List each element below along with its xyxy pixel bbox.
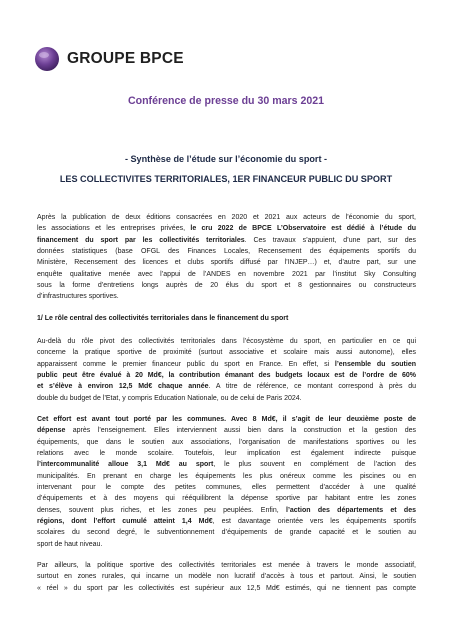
text-line: données statistiques (base OFGL des Finances Locales, Recensement des équipements sportifs du <box>37 248 416 256</box>
text-line: l’intercommunalité alloue 3,1 Md€ au sport, le plus souvent en complément de l’action des <box>37 461 416 469</box>
text-line: relations avec le monde scolaire. Toutefois, leur implication est également indirecte puisque <box>37 450 416 458</box>
text-line: sous la forme d’entretiens longs auprès de 20 élus du sport et 8 gestionnaires ou constructeurs <box>37 282 416 290</box>
text-line: Au-delà du rôle pivot des collectivités territoriales dans l’écosystème du sport, en particulier en ce qui <box>37 338 416 345</box>
text-line: Après la publication de deux éditions consacrées en 2020 et 2021 aux acteurs de l’économie du sport, <box>37 214 416 221</box>
text-line: dépense après l’enseignement. Elles interviennent aussi bien dans la construction et la gestion des <box>37 427 416 435</box>
main-title: LES COLLECTIVITES TERRITORIALES, 1ER FINANCEUR PUBLIC DU SPORT <box>59 174 393 184</box>
intro-paragraph <box>37 212 416 303</box>
text-line: enquête qualitative menée avec l’appui de l’ANDES en novembre 2021 par l’institut Sky Consulting <box>37 270 416 278</box>
text-line: municipalités. En prenant en charge les équipements les plus onéreux comme les piscines ou en <box>37 472 416 480</box>
text-line: Cet effort est avant tout porté par les communes. Avec 8 Md€, il s’agit de leur deuxième poste de <box>37 416 416 423</box>
text-line: surtout en zones rurales, qui incarne un modèle non lucratif d’accès à tous et partout. Ainsi, le soutien <box>37 573 416 581</box>
text-line: sport de haut niveau. <box>37 540 103 548</box>
paragraph-associations <box>37 560 416 594</box>
text-line: public peut être évalué à 20 Md€, la contribution émanant des budgets locaux est de l’ordre de 60% <box>37 372 416 380</box>
text-line: et s’élève à environ 12,5 Md€ chaque année. A titre de référence, ce montant correspond à près du <box>37 383 417 391</box>
text-line: scolaires du second degré, le subventionnement d’équipements de grande capacité et le soutien au <box>37 529 416 537</box>
text-line: Ministère, Recensement des licences et clubs sportifs diffusé par l’INJEP…) et, d’autre part, sur une <box>37 259 416 267</box>
text-line: les associations et les entreprises privées, le cru 2022 de BPCE L’Observatoire est dédié à l’étude du <box>37 225 417 233</box>
text-line: concerne la pratique sportive de proximité (surtout associative et scolaire mais aussi autonome), elles <box>37 349 416 357</box>
groupe-bpce-logo <box>34 46 184 72</box>
bpce-logo-icon <box>34 46 60 72</box>
text-line: d’équipements et à des moyens qui rééquilibrent la dépense sportive par habitant entre les zones <box>37 495 416 503</box>
text-line: financement du sport par les collectivités territoriales. Ces travaux s’appuient, d’une part, sur des <box>37 236 417 244</box>
text-line: d’infrastructures sportives. <box>37 293 119 301</box>
text-line: Par ailleurs, la politique sportive des collectivités territoriales est menée à travers le monde associatif, <box>37 562 416 569</box>
text-line: régions, dont l’effort cumulé atteint 1,4 Md€, est davantage orientée vers les équipements sportifs <box>37 518 416 526</box>
paragraph-communes <box>37 414 416 550</box>
text-line: denses, souvent plus riches, et les zones peu peuplées. Enfin, l’action des départements et des <box>37 506 416 514</box>
text-line: équipements, que dans le soutien aux associations, l’organisation de manifestations sportives ou les <box>37 438 416 446</box>
paragraph-role <box>37 336 416 404</box>
text-line: double du budget de l’Etat, y compris Education Nationale, ou de celui de Paris 2024. <box>37 394 302 402</box>
text-line: intervenant pour le compte des petites communes, elles permettent d’accéder à une qualité <box>37 484 416 492</box>
text-line: apparaissent comme le premier financeur public du sport en France. En effet, si l’ensemble du soutien <box>37 360 417 368</box>
study-subtitle: - Synthèse de l’étude sur l’économie du sport - <box>124 154 328 164</box>
text-line: « réel » du sport par les collectivités est supérieur aux 12,5 Md€ estimés, qui ne tiennent pas compte <box>37 584 416 592</box>
conference-date-title: Conférence de presse du 30 mars 2021 <box>127 95 325 107</box>
section-heading: 1/ Le rôle central des collectivités territoriales dans le financement du sport <box>37 315 289 322</box>
logo-text: GROUPE BPCE <box>67 50 184 67</box>
